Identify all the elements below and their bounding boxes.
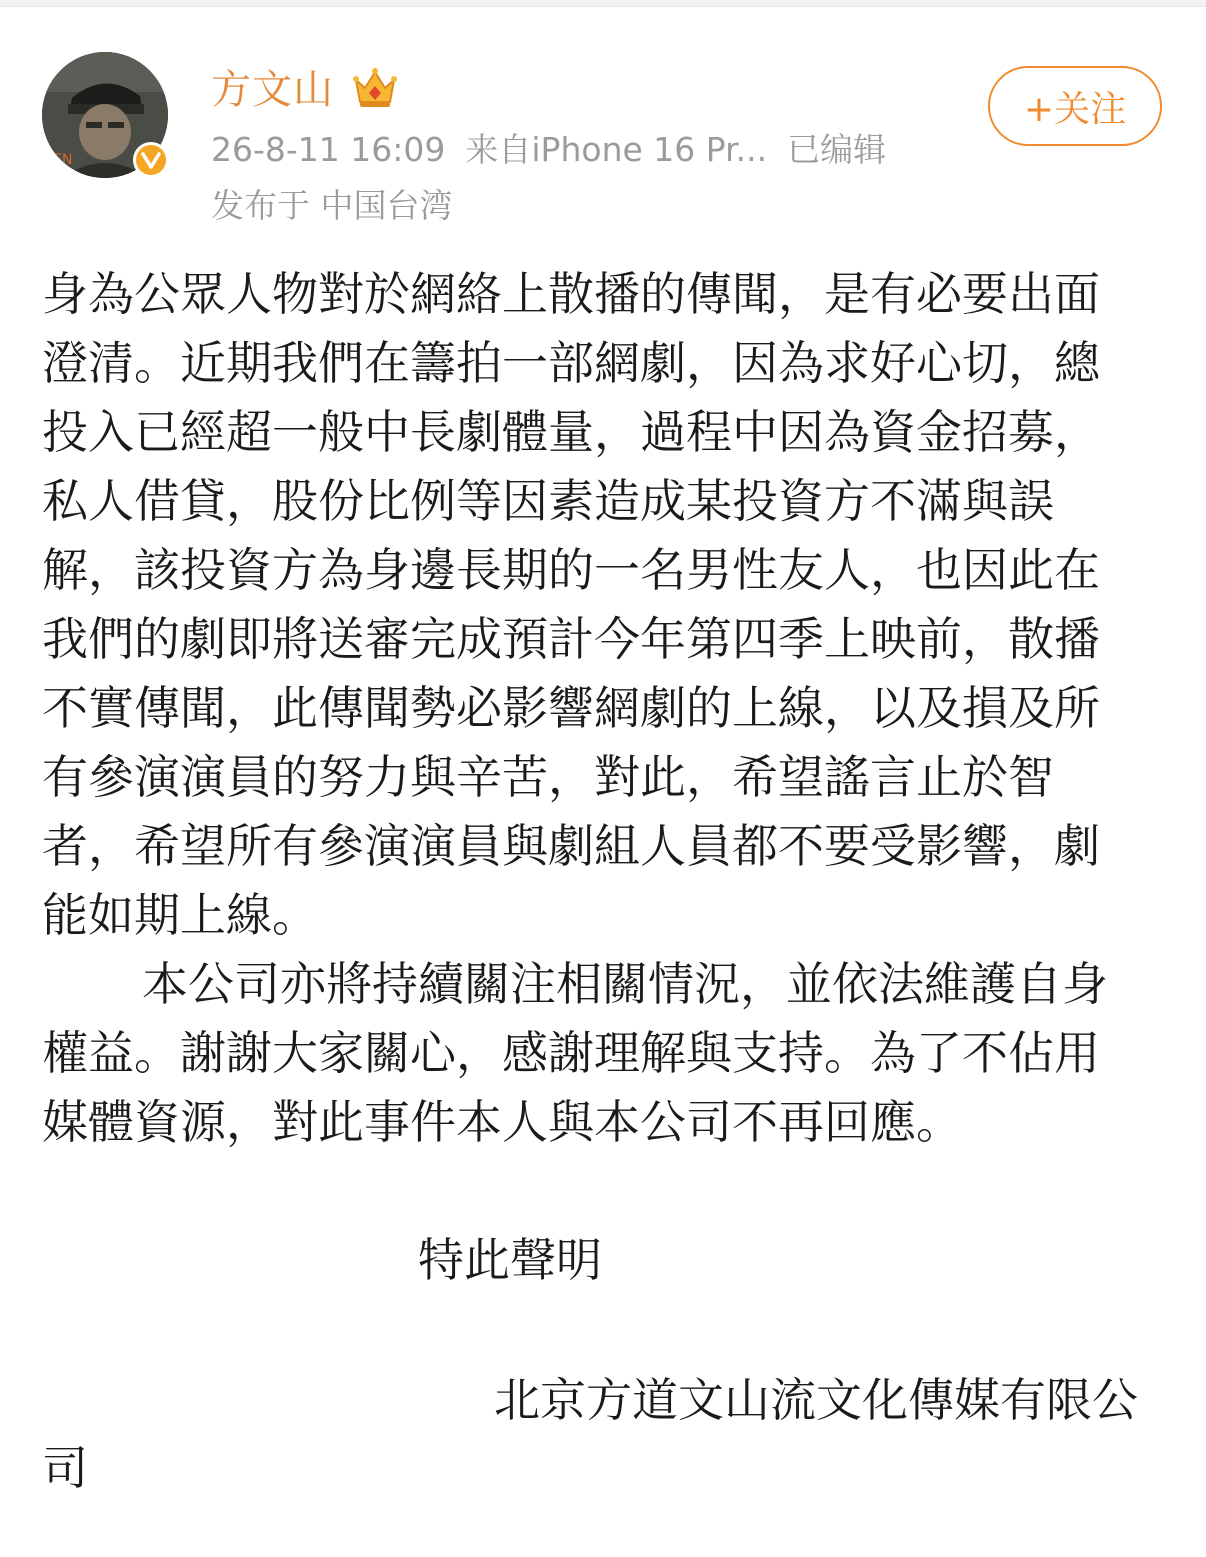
verified-badge-icon xyxy=(133,142,169,178)
post-source[interactable]: 来自iPhone 16 Pr... xyxy=(465,130,768,169)
crown-icon xyxy=(352,66,398,110)
post-paragraph-1: 身為公眾人物對於網絡上散播的傳聞，是有必要出面澄清。近期我們在籌拍一部網劇，因為求好心切，總投入已經超一般中長劇體量，過程中因為資金招募，私人借貸，股份比例等因素造成某投資方不滿與誤解，該投資方為身邊長期的一名男性友人，也因此在我們的劇即將送審完成預計今年第四季上映前，散播不實傳聞，此傳聞勢必影響網劇的上線，以及損及所有參演演員的努力與辛苦，對此，希望謠言止於智者，希望所有參演演員與劇組人員都不要受影響，劇能如期上線。 xyxy=(42,267,1100,942)
company-name-line-1: 北京方道文山流文化傳媒有限公 xyxy=(494,1373,1138,1427)
edited-label[interactable]: 已编辑 xyxy=(787,130,887,169)
company-name-line-2: 司 xyxy=(42,1441,88,1495)
statement-line: 特此聲明 xyxy=(418,1233,602,1287)
post-meta xyxy=(211,128,906,172)
top-divider xyxy=(0,0,1206,7)
post-body xyxy=(42,260,1142,1157)
username[interactable]: 方文山 xyxy=(211,67,334,113)
post-location: 发布于 中国台湾 xyxy=(211,186,453,225)
post-paragraph-2: 本公司亦將持續關注相關情況，並依法維護自身權益。謝謝大家關心，感謝理解與支持。為了不佔用媒體資源，對此事件本人與本公司不再回應。 xyxy=(42,957,1108,1149)
follow-button[interactable]: +关注 xyxy=(988,66,1162,146)
post-timestamp: 26-8-11 16:09 xyxy=(211,130,446,169)
svg-text:FN: FN xyxy=(54,152,73,168)
